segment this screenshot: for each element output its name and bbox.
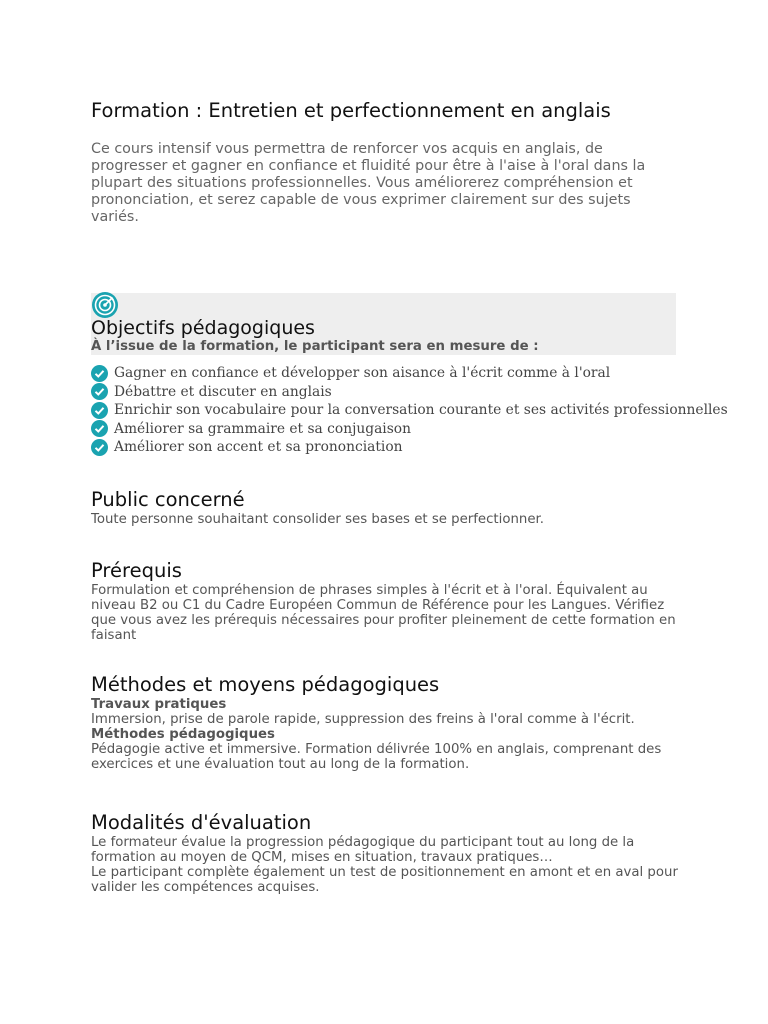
check-circle-icon [91,420,108,437]
prerequis-title: Prérequis [91,559,182,582]
public-text: Toute personne souhaitant consolider ses bases et se perfectionner. [91,512,544,527]
objectives-list [91,364,728,457]
check-circle-icon [91,402,108,419]
document-page [91,97,728,895]
public-title: Public concerné [91,488,245,511]
objective-text: Améliorer sa grammaire et sa conjugaison [114,420,411,437]
check-circle-icon [91,383,108,400]
list-item [91,401,728,420]
evaluation-section [91,811,681,895]
prerequis-section [91,559,681,643]
list-item [91,420,728,439]
methodes-section [91,673,681,772]
prerequis-text: Formulation et compréhension de phrases simples à l'écrit et à l'oral. Équivalent au niveau B2 ou C1 du Cadre Européen Commun de Référence pour les Langues. Vérifiez que vous avez les prérequis nécessaires pour profiter pleinement de cette formation en faisant [91,583,676,643]
objectives-subtitle: À l’issue de la formation, le participant sera en mesure de : [91,339,539,354]
methodes-title: Méthodes et moyens pédagogiques [91,673,440,696]
objective-text: Enrichir son vocabulaire pour la conversation courante et ses activités professionnelles [114,402,728,419]
list-item [91,383,728,402]
objectives-title: Objectifs pédagogiques [91,317,315,339]
objective-text: Améliorer son accent et sa prononciation [114,439,403,456]
evaluation-text-1: Le formateur évalue la progression pédagogique du participant tout au long de la formation au moyen de QCM, mises en situation, travaux pratiques… [91,835,635,865]
objective-text: Gagner en confiance et développer son aisance à l'écrit comme à l'oral [114,365,611,382]
methodes-text-methodes: Pédagogie active et immersive. Formation délivrée 100% en anglais, comprenant des exercices et une évaluation tout au long de la formation. [91,742,662,772]
page-title: Formation : Entretien et perfectionnement en anglais [91,99,611,122]
methodes-subheading-travaux: Travaux pratiques [91,697,227,712]
objective-text: Débattre et discuter en anglais [114,383,332,400]
intro-text: Ce cours intensif vous permettra de renforcer vos acquis en anglais, de progresser et gagner en confiance et fluidité pour être à l'aise à l'oral dans la plupart des situations professionnelles. Vous améliorerez compréhension et prononciation, et serez capable de vous exprimer clairement sur des sujets variés. [91,141,646,225]
methodes-subheading-methodes: Méthodes pédagogiques [91,727,275,742]
list-item [91,364,728,383]
public-section [91,488,681,527]
check-circle-icon [91,365,108,382]
methodes-text-travaux: Immersion, prise de parole rapide, suppression des freins à l'oral comme à l'écrit. [91,712,635,727]
evaluation-text-2: Le participant complète également un test de positionnement en amont et en aval pour valider les compétences acquises. [91,865,678,895]
check-circle-icon [91,439,108,456]
list-item [91,438,728,457]
evaluation-title: Modalités d'évaluation [91,811,312,834]
